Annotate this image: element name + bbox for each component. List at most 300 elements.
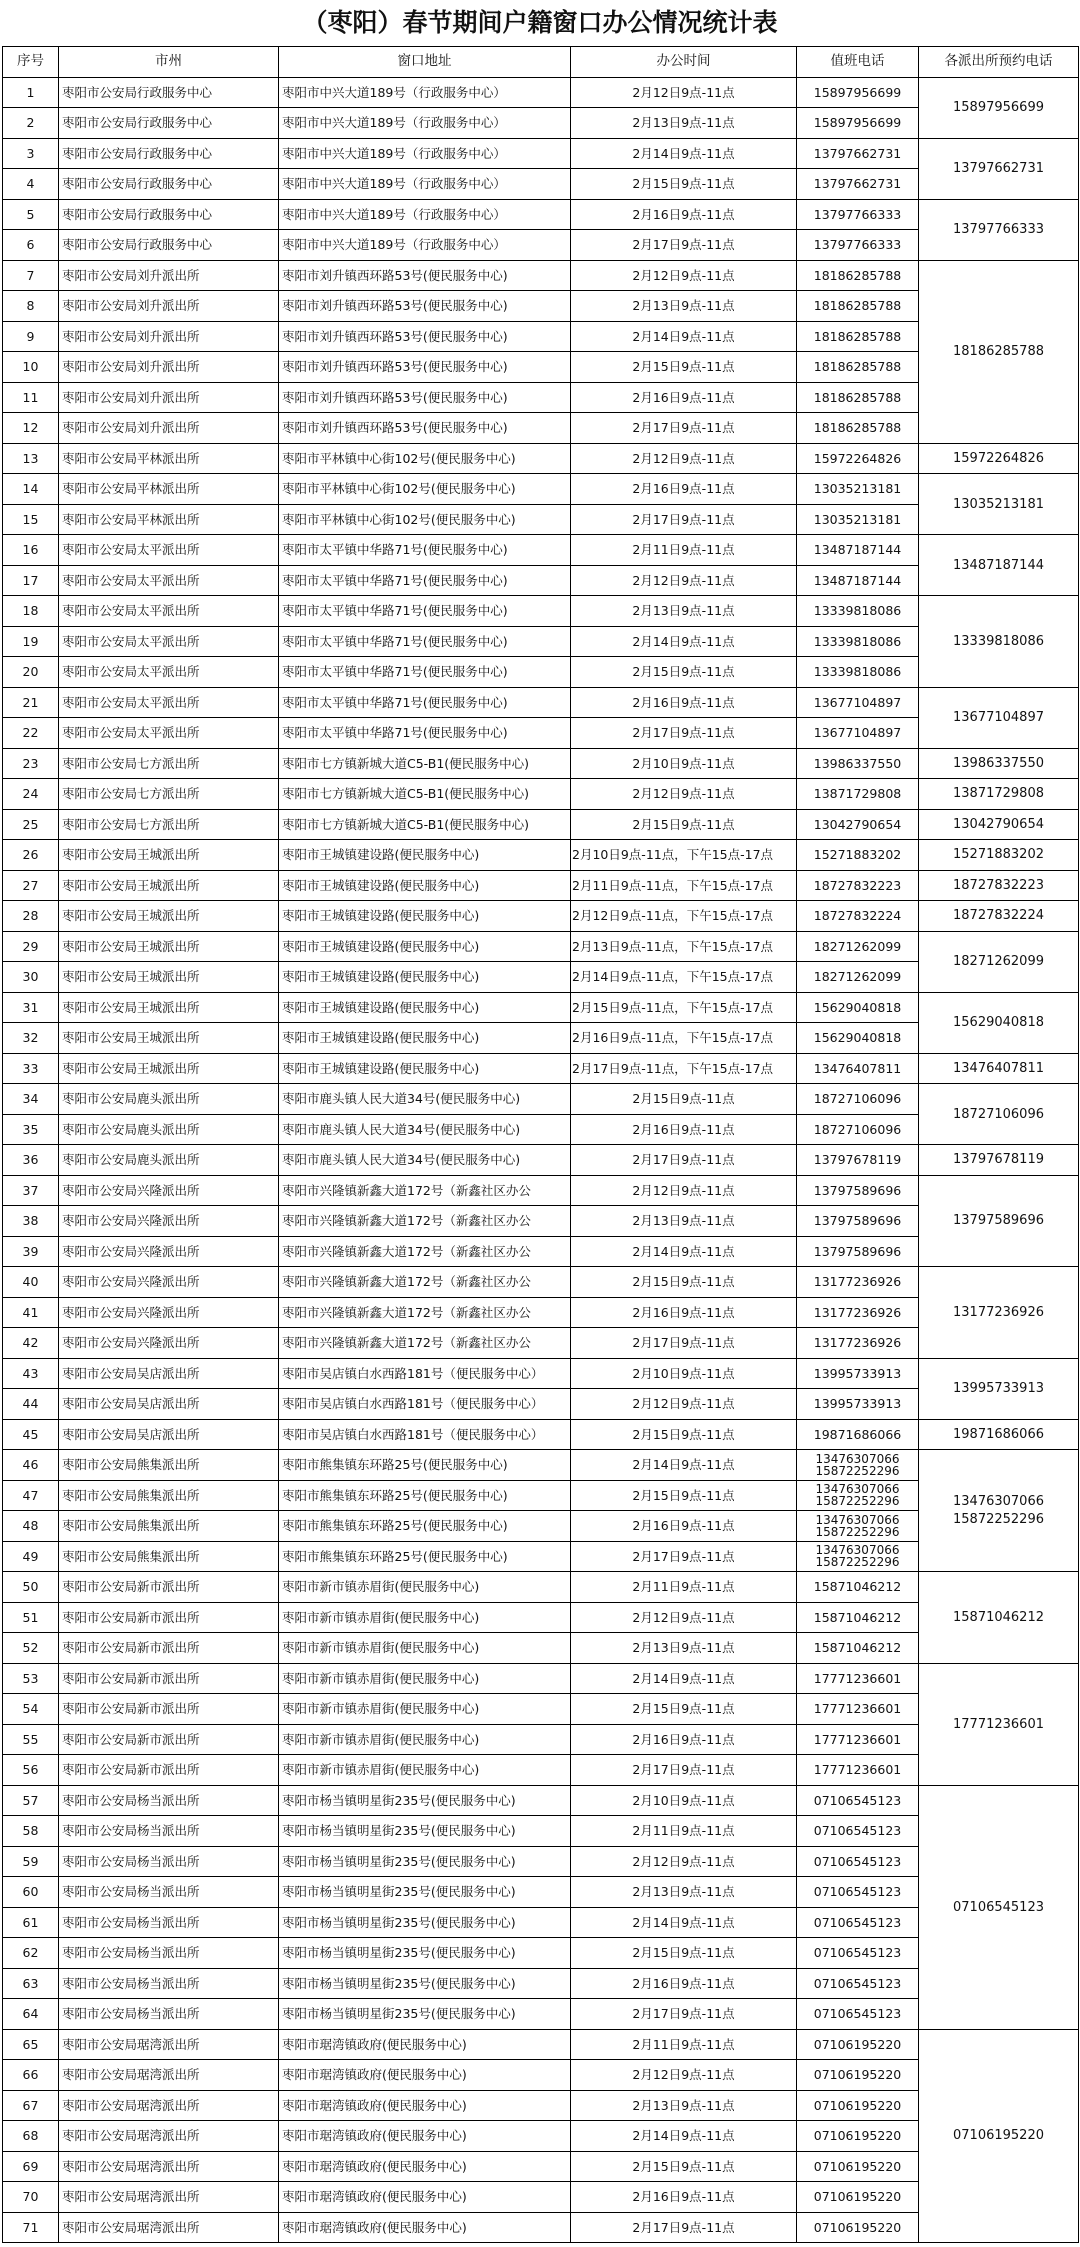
row-duty-phone: 13035213181 [797, 504, 919, 535]
row-address: 枣阳市杨当镇明星街235号(便民服务中心) [279, 1999, 571, 2030]
row-duty-phone: 07106545123 [797, 1785, 919, 1816]
appointment-phone: 13797662731 [919, 138, 1079, 199]
row-index: 27 [3, 870, 59, 901]
row-duty-phone: 07106195220 [797, 2212, 919, 2243]
table-row [3, 1450, 1079, 1481]
table-row [3, 413, 1079, 444]
row-duty-phone: 07106545123 [797, 1877, 919, 1908]
row-office-hours: 2月12日9点-11点 [571, 2060, 797, 2091]
row-city: 枣阳市公安局太平派出所 [59, 626, 279, 657]
row-office-hours: 2月17日9点-11点 [571, 718, 797, 749]
table-row [3, 1938, 1079, 1969]
row-address: 枣阳市琚湾镇政府(便民服务中心) [279, 2212, 571, 2243]
table-row [3, 1877, 1079, 1908]
row-city: 枣阳市公安局王城派出所 [59, 1053, 279, 1084]
appointment-phone: 13871729808 [919, 779, 1079, 810]
row-index: 63 [3, 1968, 59, 1999]
row-city: 枣阳市公安局熊集派出所 [59, 1541, 279, 1572]
row-address: 枣阳市杨当镇明星街235号(便民服务中心) [279, 1907, 571, 1938]
table-row [3, 1663, 1079, 1694]
row-address: 枣阳市王城镇建设路(便民服务中心) [279, 870, 571, 901]
table-row [3, 443, 1079, 474]
row-office-hours: 2月16日9点-11点 [571, 687, 797, 718]
row-address: 枣阳市吴店镇白水西路181号（便民服务中心） [279, 1419, 571, 1450]
row-city: 枣阳市公安局刘升派出所 [59, 352, 279, 383]
row-index: 40 [3, 1267, 59, 1298]
row-index: 28 [3, 901, 59, 932]
row-duty-phone: 13476407811 [797, 1053, 919, 1084]
row-address: 枣阳市太平镇中华路71号(便民服务中心) [279, 596, 571, 627]
row-city: 枣阳市公安局太平派出所 [59, 535, 279, 566]
row-address: 枣阳市平林镇中心街102号(便民服务中心) [279, 443, 571, 474]
row-address: 枣阳市太平镇中华路71号(便民服务中心) [279, 565, 571, 596]
row-address: 枣阳市中兴大道189号（行政服务中心） [279, 108, 571, 139]
row-address: 枣阳市中兴大道189号（行政服务中心） [279, 169, 571, 200]
appointment-phone: 13476307066 15872252296 [919, 1450, 1079, 1572]
row-duty-phone: 07106545123 [797, 1968, 919, 1999]
row-duty-phone: 07106545123 [797, 1846, 919, 1877]
row-address: 枣阳市杨当镇明星街235号(便民服务中心) [279, 1785, 571, 1816]
row-office-hours: 2月15日9点-11点，下午15点-17点 [571, 992, 797, 1023]
table-row [3, 535, 1079, 566]
row-office-hours: 2月16日9点-11点 [571, 1968, 797, 1999]
row-address: 枣阳市七方镇新城大道C5-B1(便民服务中心) [279, 809, 571, 840]
row-duty-phone: 15897956699 [797, 77, 919, 108]
row-city: 枣阳市公安局吴店派出所 [59, 1358, 279, 1389]
row-duty-phone: 19871686066 [797, 1419, 919, 1450]
row-office-hours: 2月12日9点-11点 [571, 779, 797, 810]
row-index: 61 [3, 1907, 59, 1938]
header-address: 窗口地址 [279, 47, 571, 78]
row-office-hours: 2月16日9点-11点 [571, 2182, 797, 2213]
row-city: 枣阳市公安局杨当派出所 [59, 1785, 279, 1816]
row-city: 枣阳市公安局王城派出所 [59, 1023, 279, 1054]
row-city: 枣阳市公安局刘升派出所 [59, 321, 279, 352]
row-duty-phone: 18727106096 [797, 1084, 919, 1115]
row-office-hours: 2月16日9点-11点，下午15点-17点 [571, 1023, 797, 1054]
row-city: 枣阳市公安局新市派出所 [59, 1602, 279, 1633]
row-duty-phone: 13797678119 [797, 1145, 919, 1176]
table-row [3, 1511, 1079, 1542]
row-office-hours: 2月15日9点-11点 [571, 657, 797, 688]
row-city: 枣阳市公安局杨当派出所 [59, 1999, 279, 2030]
row-city: 枣阳市公安局杨当派出所 [59, 1907, 279, 1938]
row-address: 枣阳市杨当镇明星街235号(便民服务中心) [279, 1877, 571, 1908]
row-city: 枣阳市公安局王城派出所 [59, 992, 279, 1023]
row-duty-phone: 07106195220 [797, 2090, 919, 2121]
row-address: 枣阳市鹿头镇人民大道34号(便民服务中心) [279, 1084, 571, 1115]
table-row [3, 504, 1079, 535]
table-row [3, 1236, 1079, 1267]
row-address: 枣阳市杨当镇明星街235号(便民服务中心) [279, 1816, 571, 1847]
appointment-phone: 13339818086 [919, 596, 1079, 688]
row-index: 14 [3, 474, 59, 505]
row-address: 枣阳市杨当镇明星街235号(便民服务中心) [279, 1846, 571, 1877]
row-duty-phone: 18727106096 [797, 1114, 919, 1145]
row-index: 56 [3, 1755, 59, 1786]
row-office-hours: 2月16日9点-11点 [571, 382, 797, 413]
row-address: 枣阳市鹿头镇人民大道34号(便民服务中心) [279, 1114, 571, 1145]
row-city: 枣阳市公安局琚湾派出所 [59, 2182, 279, 2213]
table-row [3, 901, 1079, 932]
row-address: 枣阳市琚湾镇政府(便民服务中心) [279, 2121, 571, 2152]
row-city: 枣阳市公安局琚湾派出所 [59, 2029, 279, 2060]
row-index: 19 [3, 626, 59, 657]
row-office-hours: 2月15日9点-11点 [571, 1267, 797, 1298]
row-city: 枣阳市公安局吴店派出所 [59, 1389, 279, 1420]
row-index: 20 [3, 657, 59, 688]
row-index: 65 [3, 2029, 59, 2060]
table-row [3, 1328, 1079, 1359]
row-office-hours: 2月11日9点-11点 [571, 535, 797, 566]
table-row [3, 1602, 1079, 1633]
row-city: 枣阳市公安局行政服务中心 [59, 77, 279, 108]
row-city: 枣阳市公安局兴隆派出所 [59, 1267, 279, 1298]
table-row [3, 687, 1079, 718]
row-index: 59 [3, 1846, 59, 1877]
row-city: 枣阳市公安局刘升派出所 [59, 382, 279, 413]
schedule-table [2, 46, 1079, 2243]
row-index: 38 [3, 1206, 59, 1237]
row-city: 枣阳市公安局太平派出所 [59, 596, 279, 627]
row-address: 枣阳市吴店镇白水西路181号（便民服务中心） [279, 1358, 571, 1389]
table-row [3, 1694, 1079, 1725]
row-office-hours: 2月11日9点-11点，下午15点-17点 [571, 870, 797, 901]
table-row [3, 1724, 1079, 1755]
row-duty-phone: 13476307066 15872252296 [797, 1450, 919, 1481]
table-row [3, 2212, 1079, 2243]
row-address: 枣阳市王城镇建设路(便民服务中心) [279, 840, 571, 871]
row-city: 枣阳市公安局新市派出所 [59, 1663, 279, 1694]
row-index: 70 [3, 2182, 59, 2213]
row-index: 22 [3, 718, 59, 749]
row-office-hours: 2月12日9点-11点 [571, 565, 797, 596]
row-office-hours: 2月14日9点-11点 [571, 138, 797, 169]
row-city: 枣阳市公安局平林派出所 [59, 443, 279, 474]
row-address: 枣阳市王城镇建设路(便民服务中心) [279, 1023, 571, 1054]
row-duty-phone: 17771236601 [797, 1755, 919, 1786]
row-duty-phone: 17771236601 [797, 1724, 919, 1755]
row-duty-phone: 13797766333 [797, 230, 919, 261]
appointment-phone: 13177236926 [919, 1267, 1079, 1359]
row-index: 60 [3, 1877, 59, 1908]
row-address: 枣阳市王城镇建设路(便民服务中心) [279, 901, 571, 932]
row-office-hours: 2月12日9点-11点 [571, 1389, 797, 1420]
row-address: 枣阳市平林镇中心街102号(便民服务中心) [279, 474, 571, 505]
table-row [3, 1053, 1079, 1084]
row-duty-phone: 13871729808 [797, 779, 919, 810]
table-row [3, 840, 1079, 871]
row-city: 枣阳市公安局琚湾派出所 [59, 2151, 279, 2182]
table-row [3, 199, 1079, 230]
appointment-phone: 13986337550 [919, 748, 1079, 779]
row-office-hours: 2月15日9点-11点 [571, 1419, 797, 1450]
row-index: 50 [3, 1572, 59, 1603]
row-city: 枣阳市公安局王城派出所 [59, 901, 279, 932]
row-city: 枣阳市公安局行政服务中心 [59, 108, 279, 139]
row-index: 62 [3, 1938, 59, 1969]
table-row [3, 992, 1079, 1023]
table-row [3, 1389, 1079, 1420]
table-row [3, 169, 1079, 200]
row-index: 9 [3, 321, 59, 352]
appointment-phone: 15629040818 [919, 992, 1079, 1053]
row-office-hours: 2月17日9点-11点，下午15点-17点 [571, 1053, 797, 1084]
row-duty-phone: 17771236601 [797, 1694, 919, 1725]
row-index: 2 [3, 108, 59, 139]
row-index: 21 [3, 687, 59, 718]
row-office-hours: 2月14日9点-11点 [571, 321, 797, 352]
row-duty-phone: 07106545123 [797, 1816, 919, 1847]
row-office-hours: 2月13日9点-11点 [571, 1633, 797, 1664]
row-address: 枣阳市琚湾镇政府(便民服务中心) [279, 2182, 571, 2213]
row-city: 枣阳市公安局新市派出所 [59, 1694, 279, 1725]
row-city: 枣阳市公安局行政服务中心 [59, 169, 279, 200]
table-row [3, 1419, 1079, 1450]
row-duty-phone: 18727832223 [797, 870, 919, 901]
appointment-phone: 18727106096 [919, 1084, 1079, 1145]
row-office-hours: 2月14日9点-11点，下午15点-17点 [571, 962, 797, 993]
row-office-hours: 2月11日9点-11点 [571, 1816, 797, 1847]
row-address: 枣阳市兴隆镇新鑫大道172号（新鑫社区办公 [279, 1206, 571, 1237]
table-row [3, 138, 1079, 169]
row-office-hours: 2月16日9点-11点 [571, 1511, 797, 1542]
table-row [3, 2090, 1079, 2121]
row-office-hours: 2月17日9点-11点 [571, 504, 797, 535]
row-address: 枣阳市刘升镇西环路53号(便民服务中心) [279, 413, 571, 444]
row-city: 枣阳市公安局王城派出所 [59, 840, 279, 871]
table-row [3, 1145, 1079, 1176]
row-city: 枣阳市公安局熊集派出所 [59, 1511, 279, 1542]
header-office-hours: 办公时间 [571, 47, 797, 78]
row-index: 23 [3, 748, 59, 779]
row-office-hours: 2月15日9点-11点 [571, 1084, 797, 1115]
row-index: 35 [3, 1114, 59, 1145]
row-index: 45 [3, 1419, 59, 1450]
table-row [3, 1785, 1079, 1816]
row-city: 枣阳市公安局杨当派出所 [59, 1846, 279, 1877]
table-row [3, 291, 1079, 322]
row-office-hours: 2月16日9点-11点 [571, 474, 797, 505]
row-address: 枣阳市刘升镇西环路53号(便民服务中心) [279, 352, 571, 383]
row-city: 枣阳市公安局王城派出所 [59, 962, 279, 993]
appointment-phone: 15897956699 [919, 77, 1079, 138]
row-duty-phone: 15972264826 [797, 443, 919, 474]
table-row [3, 1023, 1079, 1054]
row-index: 3 [3, 138, 59, 169]
table-row [3, 1633, 1079, 1664]
row-duty-phone: 13035213181 [797, 474, 919, 505]
table-row [3, 382, 1079, 413]
row-duty-phone: 15897956699 [797, 108, 919, 139]
table-row [3, 718, 1079, 749]
row-index: 18 [3, 596, 59, 627]
row-city: 枣阳市公安局新市派出所 [59, 1724, 279, 1755]
row-address: 枣阳市七方镇新城大道C5-B1(便民服务中心) [279, 748, 571, 779]
appointment-phone: 15271883202 [919, 840, 1079, 871]
row-city: 枣阳市公安局王城派出所 [59, 870, 279, 901]
table-row [3, 565, 1079, 596]
row-office-hours: 2月16日9点-11点 [571, 1724, 797, 1755]
row-office-hours: 2月14日9点-11点 [571, 1907, 797, 1938]
row-duty-phone: 18186285788 [797, 413, 919, 444]
row-address: 枣阳市新市镇赤眉街(便民服务中心) [279, 1602, 571, 1633]
row-address: 枣阳市王城镇建设路(便民服务中心) [279, 1053, 571, 1084]
row-duty-phone: 18186285788 [797, 321, 919, 352]
row-duty-phone: 17771236601 [797, 1663, 919, 1694]
row-duty-phone: 13797589696 [797, 1236, 919, 1267]
table-row [3, 230, 1079, 261]
row-duty-phone: 13797662731 [797, 138, 919, 169]
row-office-hours: 2月10日9点-11点 [571, 748, 797, 779]
row-address: 枣阳市刘升镇西环路53号(便民服务中心) [279, 291, 571, 322]
row-index: 37 [3, 1175, 59, 1206]
row-office-hours: 2月15日9点-11点 [571, 1694, 797, 1725]
row-city: 枣阳市公安局熊集派出所 [59, 1480, 279, 1511]
row-index: 53 [3, 1663, 59, 1694]
row-address: 枣阳市新市镇赤眉街(便民服务中心) [279, 1572, 571, 1603]
appointment-phone: 13995733913 [919, 1358, 1079, 1419]
table-row [3, 931, 1079, 962]
row-address: 枣阳市琚湾镇政府(便民服务中心) [279, 2060, 571, 2091]
row-duty-phone: 13797766333 [797, 199, 919, 230]
table-row [3, 1114, 1079, 1145]
table-row [3, 1907, 1079, 1938]
row-duty-phone: 07106195220 [797, 2121, 919, 2152]
row-office-hours: 2月17日9点-11点 [571, 2212, 797, 2243]
row-city: 枣阳市公安局兴隆派出所 [59, 1297, 279, 1328]
row-index: 36 [3, 1145, 59, 1176]
row-office-hours: 2月13日9点-11点 [571, 2090, 797, 2121]
row-city: 枣阳市公安局琚湾派出所 [59, 2212, 279, 2243]
table-row [3, 596, 1079, 627]
row-index: 12 [3, 413, 59, 444]
row-duty-phone: 15871046212 [797, 1633, 919, 1664]
table-row [3, 1480, 1079, 1511]
row-city: 枣阳市公安局新市派出所 [59, 1755, 279, 1786]
row-address: 枣阳市琚湾镇政府(便民服务中心) [279, 2029, 571, 2060]
row-office-hours: 2月11日9点-11点 [571, 1572, 797, 1603]
row-address: 枣阳市新市镇赤眉街(便民服务中心) [279, 1724, 571, 1755]
row-index: 49 [3, 1541, 59, 1572]
row-index: 71 [3, 2212, 59, 2243]
row-index: 43 [3, 1358, 59, 1389]
row-city: 枣阳市公安局太平派出所 [59, 565, 279, 596]
row-index: 10 [3, 352, 59, 383]
row-city: 枣阳市公安局琚湾派出所 [59, 2060, 279, 2091]
row-office-hours: 2月12日9点-11点 [571, 1602, 797, 1633]
row-city: 枣阳市公安局兴隆派出所 [59, 1328, 279, 1359]
row-address: 枣阳市中兴大道189号（行政服务中心） [279, 77, 571, 108]
row-office-hours: 2月17日9点-11点 [571, 1541, 797, 1572]
appointment-phone: 19871686066 [919, 1419, 1079, 1450]
row-index: 42 [3, 1328, 59, 1359]
row-city: 枣阳市公安局兴隆派出所 [59, 1236, 279, 1267]
header-row [3, 47, 1079, 78]
row-office-hours: 2月13日9点-11点 [571, 1206, 797, 1237]
row-office-hours: 2月12日9点-11点，下午15点-17点 [571, 901, 797, 932]
row-index: 64 [3, 1999, 59, 2030]
table-row [3, 352, 1079, 383]
row-address: 枣阳市七方镇新城大道C5-B1(便民服务中心) [279, 779, 571, 810]
row-duty-phone: 07106545123 [797, 1999, 919, 2030]
row-office-hours: 2月11日9点-11点 [571, 2029, 797, 2060]
row-city: 枣阳市公安局太平派出所 [59, 657, 279, 688]
row-city: 枣阳市公安局杨当派出所 [59, 1816, 279, 1847]
row-address: 枣阳市中兴大道189号（行政服务中心） [279, 230, 571, 261]
row-duty-phone: 18186285788 [797, 382, 919, 413]
table-row [3, 1206, 1079, 1237]
table-row [3, 779, 1079, 810]
row-address: 枣阳市熊集镇东环路25号(便民服务中心) [279, 1450, 571, 1481]
row-duty-phone: 18186285788 [797, 352, 919, 383]
row-office-hours: 2月13日9点-11点，下午15点-17点 [571, 931, 797, 962]
row-address: 枣阳市刘升镇西环路53号(便民服务中心) [279, 260, 571, 291]
row-office-hours: 2月17日9点-11点 [571, 1755, 797, 1786]
row-address: 枣阳市兴隆镇新鑫大道172号（新鑫社区办公 [279, 1175, 571, 1206]
row-duty-phone: 13797662731 [797, 169, 919, 200]
row-address: 枣阳市平林镇中心街102号(便民服务中心) [279, 504, 571, 535]
row-duty-phone: 18186285788 [797, 291, 919, 322]
table-row [3, 108, 1079, 139]
row-city: 枣阳市公安局熊集派出所 [59, 1450, 279, 1481]
row-index: 69 [3, 2151, 59, 2182]
row-duty-phone: 13339818086 [797, 596, 919, 627]
row-address: 枣阳市兴隆镇新鑫大道172号（新鑫社区办公 [279, 1297, 571, 1328]
row-index: 5 [3, 199, 59, 230]
row-index: 25 [3, 809, 59, 840]
row-index: 4 [3, 169, 59, 200]
row-office-hours: 2月13日9点-11点 [571, 291, 797, 322]
row-index: 11 [3, 382, 59, 413]
row-index: 33 [3, 1053, 59, 1084]
row-duty-phone: 13339818086 [797, 657, 919, 688]
row-address: 枣阳市鹿头镇人民大道34号(便民服务中心) [279, 1145, 571, 1176]
row-index: 52 [3, 1633, 59, 1664]
row-city: 枣阳市公安局七方派出所 [59, 748, 279, 779]
row-duty-phone: 18186285788 [797, 260, 919, 291]
row-office-hours: 2月14日9点-11点 [571, 2121, 797, 2152]
table-row [3, 1084, 1079, 1115]
row-duty-phone: 13986337550 [797, 748, 919, 779]
row-office-hours: 2月12日9点-11点 [571, 77, 797, 108]
row-city: 枣阳市公安局太平派出所 [59, 687, 279, 718]
table-row [3, 1541, 1079, 1572]
table-row [3, 2121, 1079, 2152]
table-row [3, 2029, 1079, 2060]
row-address: 枣阳市中兴大道189号（行政服务中心） [279, 138, 571, 169]
appointment-phone: 18727832224 [919, 901, 1079, 932]
row-address: 枣阳市杨当镇明星街235号(便民服务中心) [279, 1968, 571, 1999]
row-office-hours: 2月10日9点-11点，下午15点-17点 [571, 840, 797, 871]
row-duty-phone: 07106545123 [797, 1907, 919, 1938]
row-address: 枣阳市琚湾镇政府(便民服务中心) [279, 2151, 571, 2182]
row-office-hours: 2月15日9点-11点 [571, 1480, 797, 1511]
row-office-hours: 2月13日9点-11点 [571, 596, 797, 627]
row-office-hours: 2月17日9点-11点 [571, 413, 797, 444]
row-index: 44 [3, 1389, 59, 1420]
row-city: 枣阳市公安局刘升派出所 [59, 291, 279, 322]
row-address: 枣阳市熊集镇东环路25号(便民服务中心) [279, 1541, 571, 1572]
row-index: 17 [3, 565, 59, 596]
row-index: 16 [3, 535, 59, 566]
row-address: 枣阳市新市镇赤眉街(便民服务中心) [279, 1755, 571, 1786]
row-duty-phone: 15629040818 [797, 992, 919, 1023]
row-office-hours: 2月14日9点-11点 [571, 1450, 797, 1481]
row-index: 67 [3, 2090, 59, 2121]
row-city: 枣阳市公安局吴店派出所 [59, 1419, 279, 1450]
row-address: 枣阳市太平镇中华路71号(便民服务中心) [279, 657, 571, 688]
